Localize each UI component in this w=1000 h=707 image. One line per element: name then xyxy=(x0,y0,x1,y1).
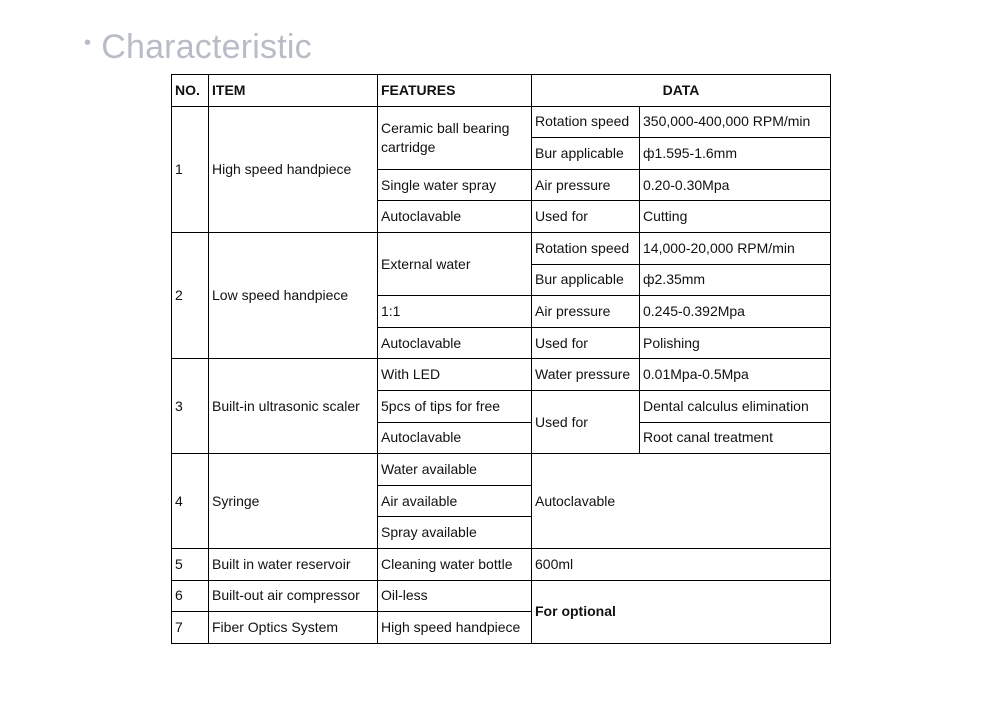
row-feature: External water xyxy=(378,232,532,295)
row-no: 4 xyxy=(172,454,209,549)
row-item: Built-in ultrasonic scaler xyxy=(209,359,378,454)
data-label: Used for xyxy=(532,201,640,233)
data-value: 600ml xyxy=(532,548,831,580)
row-feature: 1:1 xyxy=(378,296,532,328)
data-value: Polishing xyxy=(640,327,831,359)
row-item: Fiber Optics System xyxy=(209,612,378,644)
row-item: High speed handpiece xyxy=(209,106,378,232)
row-no: 2 xyxy=(172,232,209,358)
data-value: 0.245-0.392Mpa xyxy=(640,296,831,328)
data-value: 350,000-400,000 RPM/min xyxy=(640,106,831,138)
row-feature: 5pcs of tips for free xyxy=(378,390,532,422)
slide-title xyxy=(84,28,312,67)
table-row xyxy=(172,359,831,391)
table-row xyxy=(172,580,831,612)
row-feature: Spray available xyxy=(378,517,532,549)
header-item: ITEM xyxy=(209,75,378,107)
row-no: 3 xyxy=(172,359,209,454)
row-feature: Autoclavable xyxy=(378,327,532,359)
data-value: 0.01Mpa-0.5Mpa xyxy=(640,359,831,391)
header-data: DATA xyxy=(532,75,831,107)
table-row xyxy=(172,106,831,138)
row-no: 5 xyxy=(172,548,209,580)
data-label: Air pressure xyxy=(532,296,640,328)
row-item: Built-out air compressor xyxy=(209,580,378,612)
row-no: 1 xyxy=(172,106,209,232)
row-feature: Ceramic ball bearing cartridge xyxy=(378,106,532,169)
data-value: ф1.595-1.6mm xyxy=(640,138,831,170)
characteristic-table xyxy=(171,74,831,644)
bullet-icon: • xyxy=(84,32,92,54)
data-value: 0.20-0.30Mpa xyxy=(640,169,831,201)
data-label: Used for xyxy=(532,327,640,359)
table-row xyxy=(172,232,831,264)
row-feature: Autoclavable xyxy=(378,201,532,233)
row-feature: Single water spray xyxy=(378,169,532,201)
data-value: For optional xyxy=(532,580,831,643)
row-feature: Autoclavable xyxy=(378,422,532,454)
data-value: ф2.35mm xyxy=(640,264,831,296)
data-label: Rotation speed xyxy=(532,232,640,264)
data-value: Cutting xyxy=(640,201,831,233)
table-row xyxy=(172,548,831,580)
data-value: Autoclavable xyxy=(532,454,831,549)
row-item: Low speed handpiece xyxy=(209,232,378,358)
data-label: Water pressure xyxy=(532,359,640,391)
row-feature: Cleaning water bottle xyxy=(378,548,532,580)
header-features: FEATURES xyxy=(378,75,532,107)
row-feature: High speed handpiece xyxy=(378,612,532,644)
row-item: Syringe xyxy=(209,454,378,549)
data-value: Root canal treatment xyxy=(640,422,831,454)
data-label: Bur applicable xyxy=(532,264,640,296)
table-header-row xyxy=(172,75,831,107)
data-value: Dental calculus elimination xyxy=(640,390,831,422)
row-item: Built in water reservoir xyxy=(209,548,378,580)
row-no: 7 xyxy=(172,612,209,644)
page-title: Characteristic xyxy=(101,28,312,66)
row-no: 6 xyxy=(172,580,209,612)
row-feature: Water available xyxy=(378,454,532,486)
header-no: NO. xyxy=(172,75,209,107)
data-label: Air pressure xyxy=(532,169,640,201)
data-value: 14,000-20,000 RPM/min xyxy=(640,232,831,264)
data-label: Used for xyxy=(532,390,640,453)
table-row xyxy=(172,454,831,486)
data-label: Rotation speed xyxy=(532,106,640,138)
row-feature: With LED xyxy=(378,359,532,391)
row-feature: Oil-less xyxy=(378,580,532,612)
data-label: Bur applicable xyxy=(532,138,640,170)
row-feature: Air available xyxy=(378,485,532,517)
